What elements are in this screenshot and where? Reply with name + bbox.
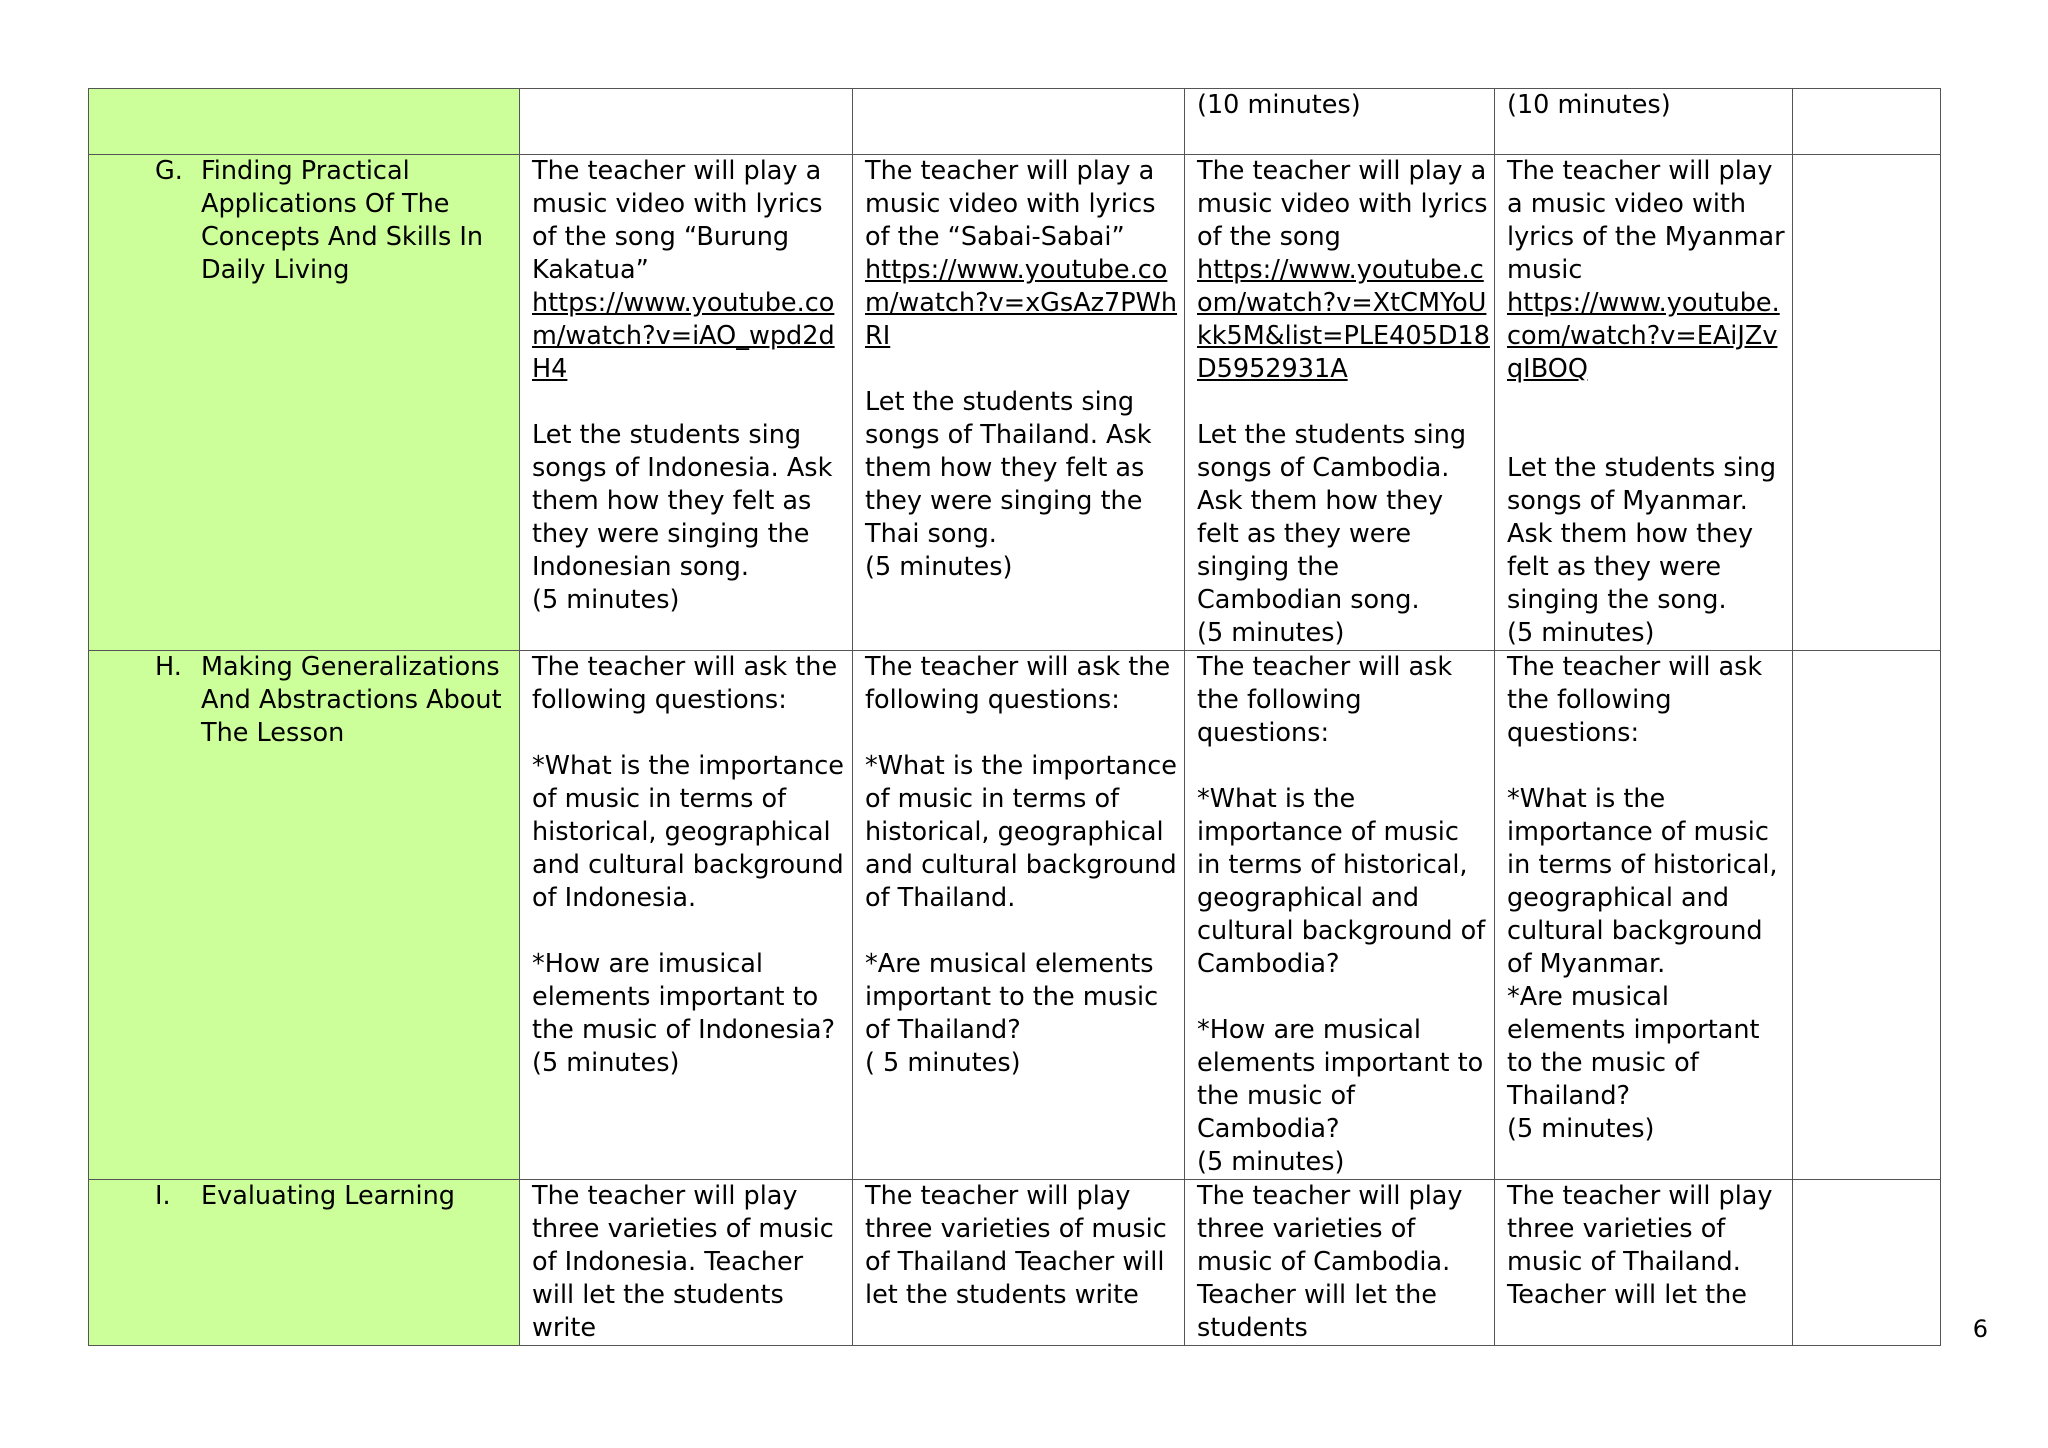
cell-text: Let the students sing songs of Myanmar. Ask them how they felt as they were singing the song. (5 minutes) bbox=[1507, 453, 1777, 648]
day-cell bbox=[1185, 1180, 1495, 1346]
lesson-plan-table bbox=[88, 88, 1941, 1346]
cell-text: Let the students sing songs of Cambodia. Ask them how they felt as they were singing the Cambodian song. (5 minutes) bbox=[1197, 420, 1467, 648]
cell-text: (10 minutes) bbox=[1197, 90, 1361, 120]
paragraph-gap bbox=[865, 717, 1180, 750]
paragraph-gap bbox=[1507, 386, 1788, 419]
day-cell bbox=[853, 651, 1185, 1180]
paragraph-gap bbox=[1197, 750, 1490, 783]
procedure-label-cell bbox=[89, 651, 520, 1180]
cell-text: The teacher will play a music video with lyrics of the “Sabai-Sabai” bbox=[865, 156, 1156, 252]
cell-text: *Are musical elements important to the music of Thailand? ( 5 minutes) bbox=[865, 949, 1159, 1078]
remarks-cell bbox=[1793, 1180, 1941, 1346]
table-row bbox=[89, 155, 1941, 651]
page-number: 6 bbox=[1972, 1315, 1988, 1343]
day-cell bbox=[1495, 155, 1793, 651]
day-cell bbox=[853, 155, 1185, 651]
day-cell bbox=[1495, 1180, 1793, 1346]
cell-text: *How are imusical elements important to the music of Indonesia? (5 minutes) bbox=[532, 949, 835, 1078]
paragraph-gap bbox=[865, 915, 1180, 948]
paragraph-gap bbox=[1507, 750, 1788, 783]
cell-text: The teacher will ask the following questions: bbox=[865, 652, 1171, 715]
procedure-label: Evaluating Learning bbox=[201, 1181, 455, 1211]
paragraph-gap bbox=[532, 915, 848, 948]
procedure-label: Making Generalizations And Abstractions About The Lesson bbox=[201, 652, 502, 748]
procedure-letter: H. bbox=[155, 652, 182, 682]
table-row bbox=[89, 1180, 1941, 1346]
table-row bbox=[89, 651, 1941, 1180]
day-cell bbox=[520, 1180, 853, 1346]
cell-text: The teacher will ask the following questions: bbox=[1507, 652, 1763, 748]
paragraph-gap bbox=[1507, 419, 1788, 452]
cell-text: *How are musical elements important to the music of Cambodia? (5 minutes) bbox=[1197, 1015, 1484, 1177]
day-cell bbox=[853, 89, 1185, 155]
cell-text: *What is the importance of music in terms of historical, geographical and cultural background of Thailand. bbox=[865, 751, 1177, 913]
procedure-label-cell bbox=[89, 155, 520, 651]
procedure-label-cell bbox=[89, 1180, 520, 1346]
day-cell bbox=[853, 1180, 1185, 1346]
cell-text: The teacher will play a music video with lyrics of the Myanmar music bbox=[1507, 156, 1785, 285]
video-link[interactable]: https://www.youtube.com/watch?v=xGsAz7PWhRI bbox=[865, 255, 1178, 351]
procedure-letter: I. bbox=[155, 1181, 171, 1211]
paragraph-gap bbox=[1197, 981, 1490, 1014]
day-cell bbox=[1185, 155, 1495, 651]
procedure-letter: G. bbox=[155, 156, 183, 186]
day-cell bbox=[520, 155, 853, 651]
paragraph-gap bbox=[532, 386, 848, 419]
paragraph-gap bbox=[532, 717, 848, 750]
day-cell bbox=[520, 89, 853, 155]
day-cell bbox=[520, 651, 853, 1180]
cell-text: Let the students sing songs of Thailand. Ask them how they felt as they were singing the Thai song. (5 minutes) bbox=[865, 387, 1152, 582]
cell-text: The teacher will play three varieties of music of Indonesia. Teacher will let the students write bbox=[532, 1181, 834, 1343]
cell-text: The teacher will play three varieties of music of Thailand. Teacher will let the bbox=[1507, 1181, 1773, 1310]
video-link[interactable]: https://www.youtube.com/watch?v=iAO_wpd2dH4 bbox=[532, 288, 835, 384]
cell-text: The teacher will play three varieties of music of Cambodia. Teacher will let the students bbox=[1197, 1181, 1463, 1343]
cell-text: The teacher will play three varieties of music of Thailand Teacher will let the students write bbox=[865, 1181, 1167, 1310]
remarks-cell bbox=[1793, 155, 1941, 651]
remarks-cell bbox=[1793, 89, 1941, 155]
cell-text: *What is the importance of music in terms of historical, geographical and cultural background of Indonesia. bbox=[532, 751, 844, 913]
cell-text: The teacher will play a music video with lyrics of the song bbox=[1197, 156, 1488, 252]
paragraph-gap bbox=[1197, 386, 1490, 419]
procedure-label-cell bbox=[89, 89, 520, 155]
lesson-plan-body bbox=[89, 89, 1941, 1346]
day-cell bbox=[1495, 89, 1793, 155]
cell-text: *What is the importance of music in terms of historical, geographical and cultural background of Myanmar. *Are musical elements important to the music of Thailand? (5 minutes) bbox=[1507, 784, 1778, 1144]
cell-text: The teacher will play a music video with lyrics of the song “Burung Kakatua” bbox=[532, 156, 823, 285]
cell-text: The teacher will ask the following questions: bbox=[532, 652, 838, 715]
procedure-label: Finding Practical Applications Of The Concepts And Skills In Daily Living bbox=[201, 156, 484, 285]
table-row bbox=[89, 89, 1941, 155]
cell-text: *What is the importance of music in terms of historical, geographical and cultural background of Cambodia? bbox=[1197, 784, 1486, 979]
video-link[interactable]: https://www.youtube.com/watch?v=EAiJZvqIBOQ bbox=[1507, 288, 1780, 384]
video-link[interactable]: https://www.youtube.com/watch?v=XtCMYoUkk5M&list=PLE405D18D5952931A bbox=[1197, 255, 1490, 384]
day-cell bbox=[1185, 89, 1495, 155]
paragraph-gap bbox=[865, 353, 1180, 386]
cell-text: (10 minutes) bbox=[1507, 90, 1671, 120]
remarks-cell bbox=[1793, 651, 1941, 1180]
day-cell bbox=[1495, 651, 1793, 1180]
day-cell bbox=[1185, 651, 1495, 1180]
cell-text: The teacher will ask the following questions: bbox=[1197, 652, 1453, 748]
cell-text: Let the students sing songs of Indonesia. Ask them how they felt as they were singing the Indonesian song. (5 minutes) bbox=[532, 420, 833, 615]
